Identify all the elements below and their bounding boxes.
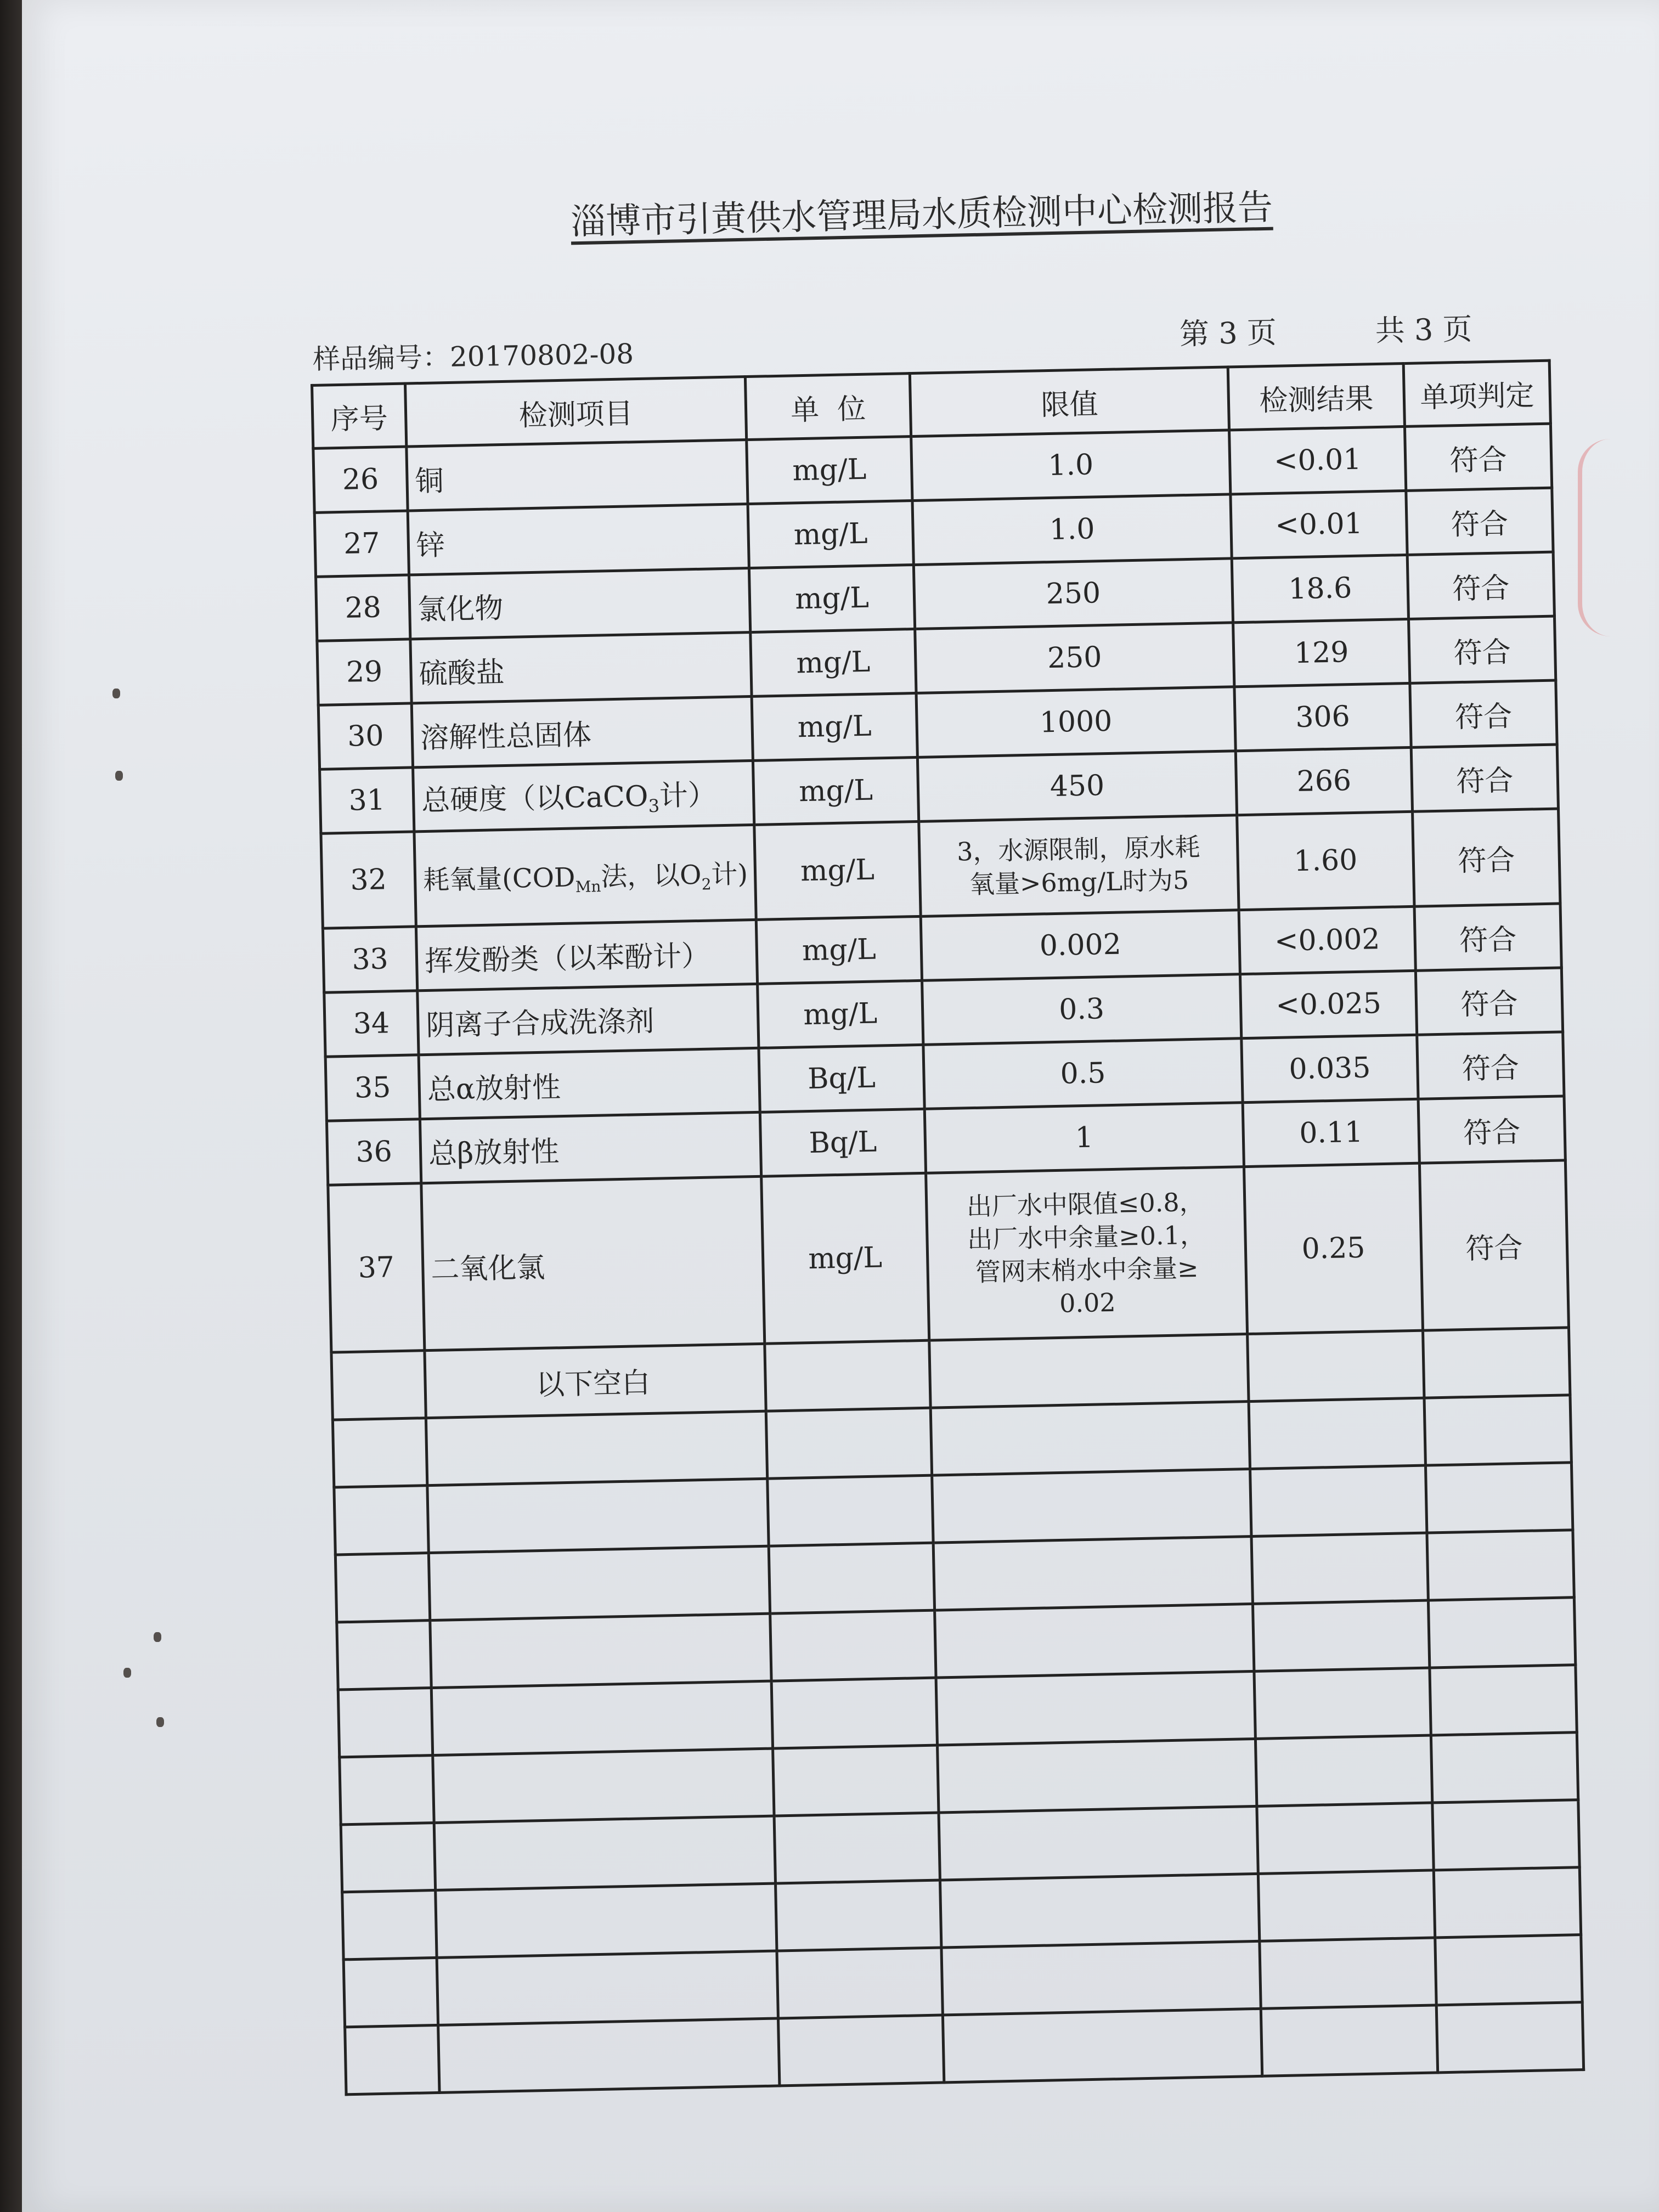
item-text: 耗氧量(COD	[422, 862, 576, 896]
staple-hole	[112, 689, 120, 698]
empty-cell	[340, 1756, 434, 1825]
row-judgement: 符合	[1414, 904, 1561, 970]
row-item: 总β放射性	[420, 1112, 761, 1183]
row-result: <0.025	[1240, 970, 1417, 1038]
row-result: <0.01	[1229, 426, 1406, 494]
row-judgement: 符合	[1404, 424, 1551, 490]
item-text: 总硬度（以CaCO	[421, 780, 649, 818]
empty-cell	[774, 1813, 940, 1883]
header-unit: 单 位	[745, 374, 911, 440]
row-limit: 450	[917, 751, 1237, 822]
row-limit: 1.0	[912, 494, 1232, 565]
row-no: 31	[320, 768, 414, 833]
row-item: 溶解性总固体	[411, 696, 753, 767]
empty-cell	[1436, 2002, 1583, 2073]
header-item: 检测项目	[405, 377, 747, 447]
row-judgement: 符合	[1415, 968, 1562, 1035]
row-unit: mg/L	[753, 757, 918, 825]
row-unit: Bq/L	[760, 1109, 926, 1176]
empty-cell	[766, 1408, 932, 1479]
row-limit: 1000	[916, 687, 1235, 758]
item-text: 法，以O	[600, 859, 702, 893]
empty-cell	[433, 1748, 774, 1822]
row-result: 129	[1233, 619, 1410, 686]
row-judgement: 符合	[1417, 1032, 1564, 1099]
empty-cell	[769, 1543, 934, 1613]
row-no: 36	[326, 1119, 421, 1185]
empty-cell	[345, 2025, 439, 2094]
empty-cell	[777, 1948, 943, 2018]
row-judgement: 符合	[1409, 616, 1556, 683]
empty-cell	[936, 1671, 1255, 1745]
limit-line: 0.02	[1059, 1287, 1116, 1318]
row-limit: 0.5	[923, 1039, 1243, 1109]
row-limit: 250	[915, 623, 1234, 693]
row-no: 32	[321, 832, 416, 928]
row-item	[414, 825, 756, 926]
limit-line: 管网末梢水中余量≥	[975, 1252, 1199, 1287]
limit-line: 出厂水中限值≤0.8，	[966, 1187, 1205, 1222]
empty-cell	[1249, 1398, 1425, 1469]
row-unit: mg/L	[747, 437, 912, 504]
row-no: 29	[317, 639, 411, 705]
empty-cell	[1248, 1330, 1424, 1401]
empty-cell	[428, 1546, 770, 1620]
sample-number-label: 样品编号：	[312, 341, 450, 376]
empty-cell	[1435, 1935, 1582, 2005]
page-current: 第 3 页	[1179, 315, 1277, 352]
empty-cell	[1427, 1530, 1574, 1600]
empty-cell	[1257, 1803, 1434, 1874]
row-no: 26	[313, 447, 408, 512]
row-limit: 250	[913, 558, 1233, 629]
header-limit: 限值	[910, 367, 1229, 437]
empty-cell	[768, 1475, 933, 1546]
row-item: 阴离子合成洗涤剂	[417, 984, 759, 1054]
empty-cell	[930, 1402, 1250, 1476]
row-item: 总α放射性	[419, 1048, 760, 1119]
row-limit: 1	[924, 1103, 1244, 1173]
limit-line: 3，水源限制，原水耗	[956, 832, 1200, 867]
empty-cell	[1428, 1598, 1575, 1668]
table-row	[328, 1160, 1569, 1352]
row-result: 0.11	[1243, 1099, 1419, 1166]
row-no: 35	[325, 1055, 420, 1121]
empty-cell	[1430, 1665, 1577, 1735]
row-item: 挥发酚类（以苯酚计）	[416, 919, 757, 990]
row-result: <0.002	[1239, 906, 1415, 974]
item-text: 计）	[659, 778, 717, 813]
results-table-wrapper	[311, 359, 1582, 2096]
page-indicator	[1179, 306, 1472, 353]
row-judgement: 符合	[1419, 1160, 1568, 1330]
row-unit: mg/L	[758, 980, 923, 1048]
sample-number	[312, 332, 634, 377]
empty-cell	[335, 1553, 430, 1622]
row-item: 硫酸盐	[410, 633, 752, 703]
empty-cell	[939, 1806, 1258, 1880]
limit-line: 氧量>6mg/L时为5	[969, 865, 1189, 900]
empty-cell	[1260, 1938, 1436, 2008]
results-table	[311, 359, 1585, 2096]
row-item	[413, 760, 754, 831]
row-limit	[926, 1167, 1248, 1341]
empty-cell	[770, 1610, 936, 1681]
red-stamp-mark	[1578, 439, 1659, 636]
empty-cell	[430, 1613, 771, 1688]
row-result: 266	[1235, 747, 1412, 815]
empty-cell	[434, 1816, 775, 1890]
empty-cell	[935, 1604, 1254, 1678]
row-no: 34	[324, 991, 419, 1057]
empty-cell	[332, 1418, 427, 1487]
header-judgement: 单项判定	[1403, 360, 1550, 426]
row-result: 0.25	[1244, 1163, 1423, 1334]
blank-note: 以下空白	[425, 1344, 766, 1418]
empty-cell	[1261, 2005, 1437, 2076]
empty-cell	[431, 1681, 772, 1755]
empty-cell	[427, 1479, 769, 1553]
empty-cell	[342, 1890, 437, 1959]
empty-cell	[932, 1469, 1251, 1543]
item-subscript: Mn	[575, 877, 601, 896]
empty-cell	[773, 1745, 939, 1816]
row-item: 锌	[408, 504, 749, 575]
empty-cell	[343, 1957, 438, 2027]
empty-cell	[943, 2008, 1262, 2083]
empty-cell	[933, 1537, 1252, 1611]
item-text: 计)	[710, 858, 748, 890]
empty-cell	[938, 1739, 1257, 1813]
item-subscript: 2	[701, 874, 712, 894]
empty-cell	[765, 1340, 930, 1411]
page-total: 共 3 页	[1375, 312, 1472, 348]
empty-cell	[776, 1880, 941, 1951]
header-no: 序号	[312, 383, 407, 448]
row-judgement: 符合	[1407, 552, 1554, 619]
empty-cell	[337, 1621, 431, 1690]
row-limit	[919, 815, 1239, 917]
staple-hole	[123, 1668, 131, 1678]
row-result: 0.035	[1242, 1035, 1418, 1102]
row-result: 1.60	[1237, 811, 1414, 910]
empty-cell	[341, 1823, 435, 1892]
limit-line: 出厂水中余量≥0.1，	[967, 1220, 1206, 1255]
empty-cell	[1251, 1533, 1428, 1604]
row-unit: mg/L	[756, 916, 922, 984]
empty-cell	[1432, 1800, 1579, 1870]
empty-cell	[426, 1411, 767, 1485]
row-judgement: 符合	[1410, 680, 1557, 747]
row-no: 37	[328, 1183, 425, 1352]
row-no: 28	[316, 575, 410, 641]
empty-cell	[334, 1486, 428, 1555]
row-result: 306	[1234, 683, 1411, 751]
empty-cell	[1434, 1867, 1581, 1938]
row-judgement: 符合	[1406, 488, 1553, 555]
row-unit: mg/L	[752, 693, 917, 760]
row-unit: mg/L	[761, 1173, 929, 1344]
row-judgement: 符合	[1413, 809, 1560, 906]
row-limit: 1.0	[911, 430, 1231, 501]
empty-cell	[940, 1874, 1259, 1948]
empty-cell	[771, 1678, 937, 1748]
row-unit: Bq/L	[759, 1045, 924, 1112]
row-item: 氯化物	[409, 568, 751, 639]
row-unit: mg/L	[754, 821, 921, 919]
empty-cell	[1424, 1395, 1571, 1465]
empty-cell	[941, 1941, 1261, 2015]
empty-cell	[338, 1688, 432, 1757]
report-title: 淄博市引黄供水管理局水质检测中心检测报告	[570, 187, 1273, 243]
row-unit: mg/L	[749, 565, 915, 633]
row-no: 27	[314, 511, 409, 577]
empty-cell	[437, 1951, 778, 2025]
row-judgement: 符合	[1411, 744, 1558, 811]
row-no: 30	[318, 703, 413, 769]
row-limit: 0.002	[921, 910, 1240, 981]
empty-cell	[1254, 1668, 1431, 1739]
header-result: 检测结果	[1228, 364, 1404, 430]
staple-hole	[154, 1632, 161, 1642]
empty-cell	[778, 2015, 944, 2086]
staple-hole	[115, 771, 123, 781]
row-result: <0.01	[1231, 490, 1407, 558]
row-judgement: 符合	[1418, 1096, 1565, 1163]
empty-cell	[929, 1334, 1249, 1408]
row-unit: mg/L	[748, 501, 913, 568]
empty-cell	[331, 1351, 426, 1420]
row-result: 18.6	[1232, 555, 1408, 622]
row-item: 二氧化氯	[421, 1176, 765, 1350]
empty-cell	[438, 2018, 780, 2092]
row-unit: mg/L	[751, 629, 916, 696]
report-page	[22, 0, 1659, 2212]
empty-cell	[1252, 1600, 1429, 1671]
row-no: 33	[323, 927, 417, 992]
empty-cell	[1255, 1735, 1432, 1806]
row-limit: 0.3	[922, 974, 1242, 1045]
empty-cell	[1423, 1328, 1570, 1398]
sample-number-value: 20170802-08	[449, 337, 634, 373]
empty-cell	[436, 1883, 777, 1957]
staple-hole	[156, 1717, 164, 1727]
empty-cell	[1425, 1463, 1572, 1533]
empty-cell	[1250, 1465, 1427, 1536]
item-subscript: 3	[648, 795, 660, 817]
empty-cell	[1258, 1870, 1435, 1941]
row-item: 铜	[407, 440, 748, 511]
empty-cell	[1431, 1733, 1578, 1803]
